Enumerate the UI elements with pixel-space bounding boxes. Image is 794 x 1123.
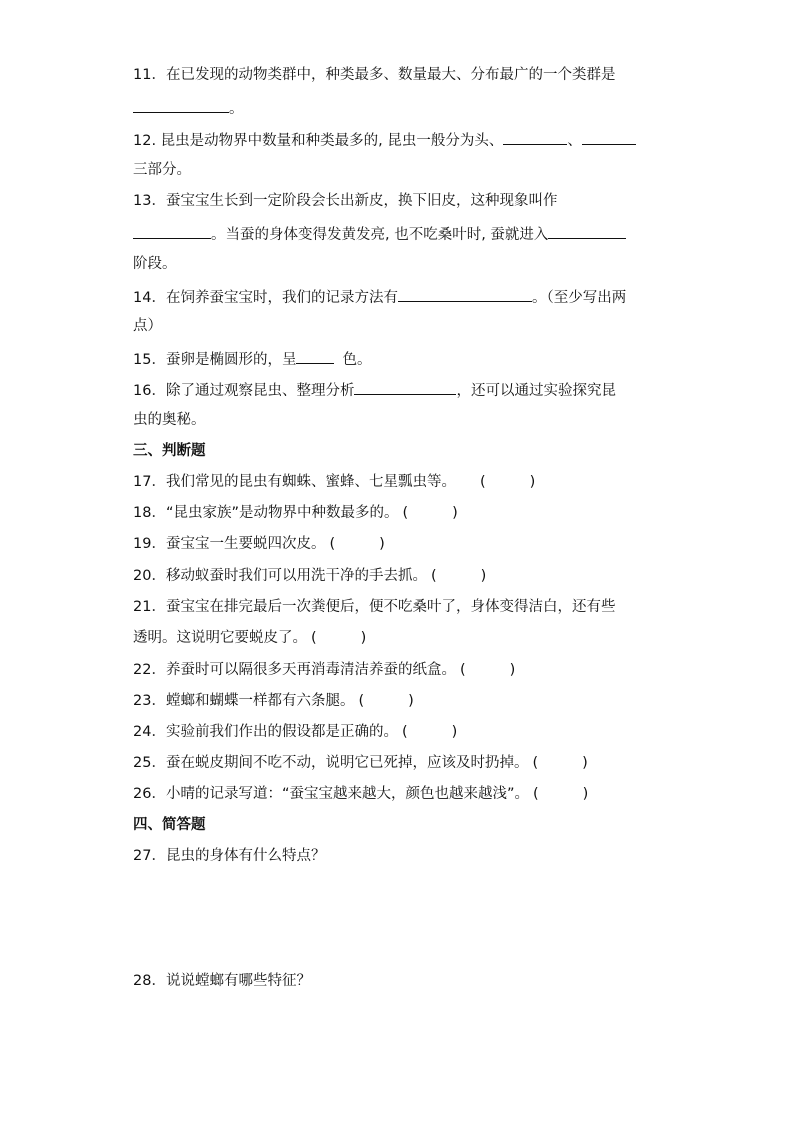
answer-paren-open[interactable]: ( [358,693,365,709]
question-16-text-b: ，还可以通过实验探究昆 [456,383,616,399]
answer-paren-open[interactable]: ( [532,755,539,771]
section-4-title: 四、简答题 [133,817,206,833]
judge-24-text: 24．实验前我们作出的假设都是正确的。 [133,724,398,740]
answer-blank[interactable] [354,379,456,395]
question-13-end [133,254,177,274]
judge-17 [133,472,535,492]
answer-paren-close[interactable]: ) [480,568,487,584]
question-15-end: 色。 [342,352,372,368]
question-13-text: 13．蚕宝宝生长到一定阶段会长出新皮，换下旧皮，这种现象叫作 [133,193,558,209]
judge-21 [133,597,615,617]
question-14-text-c: 点） [133,318,162,334]
question-16-end [133,410,206,430]
question-16-text: 16．除了通过观察昆虫、整理分析 [133,383,355,399]
answer-blank[interactable] [582,129,636,145]
question-12-separator: 、 [567,133,582,149]
judge-24 [133,722,457,742]
question-14-end [133,316,162,336]
judge-22-text: 22．养蚕时可以隔很多天再消毒清洁养蚕的纸盒。 [133,662,456,678]
short-answer-28-text: 28．说说螳螂有哪些特征？ [133,973,311,989]
question-16-text-c: 虫的奥秘。 [133,412,206,428]
judge-20 [133,566,486,586]
question-11-answer-line [133,97,244,119]
question-12 [133,129,636,151]
answer-paren-open[interactable]: ( [532,786,539,802]
answer-paren-open[interactable]: ( [402,505,409,521]
short-answer-28 [133,971,311,991]
section-3-title: 三、判断题 [133,443,206,459]
judge-26-text: 26．小晴的记录写道：“蚕宝宝越来越大，颜色也越来越浅”。 [133,786,529,802]
answer-paren-close[interactable]: ) [582,786,589,802]
answer-paren-close[interactable]: ) [379,536,385,552]
answer-blank[interactable] [133,223,211,239]
short-answer-27-text: 27．昆虫的身体有什么特点？ [133,848,326,864]
answer-paren-close[interactable]: ) [509,662,516,678]
question-12-cont [133,160,191,180]
question-16 [133,379,616,401]
answer-paren-close[interactable]: ) [451,724,458,740]
answer-blank[interactable] [296,348,334,364]
question-14 [133,286,626,308]
judge-19-text: 19．蚕宝宝一生要蜕四次皮。 [133,536,326,552]
answer-blank[interactable] [398,286,532,302]
answer-paren-open[interactable]: ( [311,630,317,646]
short-answer-27 [133,846,325,866]
question-13-text-b: 。当蚕的身体变得发黄发亮, 也不吃桑叶时, 蚕就进入 [211,227,549,243]
question-15-text: 15．蚕卵是椭圆形的，呈 [133,352,297,368]
judge-19 [133,534,385,554]
answer-paren-open[interactable]: ( [459,662,466,678]
answer-paren-open[interactable]: ( [430,568,437,584]
judge-26 [133,784,588,804]
answer-paren-close[interactable]: ) [582,755,588,771]
judge-23-text: 23．螳螂和蝴蝶一样都有六条腿。 [133,693,355,709]
question-13 [133,191,557,211]
judge-21-text-b: 透明。这说明它要蜕皮了。 [133,630,307,646]
answer-blank[interactable] [133,97,229,113]
answer-paren-open[interactable]: ( [479,474,486,490]
judge-18 [133,503,458,523]
answer-blank[interactable] [503,129,567,145]
answer-paren-open[interactable]: ( [401,724,408,740]
judge-22 [133,660,515,680]
answer-paren-close[interactable]: ) [452,505,458,521]
question-14-text: 14．在饲养蚕宝宝时，我们的记录方法有 [133,290,398,306]
judge-20-text: 20．移动蚁蚕时我们可以用洗干净的手去抓。 [133,568,427,584]
question-11-text: 11．在已发现的动物类群中，种类最多、数量最大、分布最广的一个类群是 [133,67,616,83]
question-15 [133,348,371,370]
question-14-text-b: 。（至少写出两 [531,290,627,306]
answer-blank[interactable] [548,223,626,239]
question-13-cont [133,223,626,245]
question-11-end: 。 [229,101,244,117]
judge-17-text: 17．我们常见的昆虫有蜘蛛、蜜蜂、七星瓢虫等。 [133,474,456,490]
judge-25 [133,753,588,773]
answer-paren-close[interactable]: ) [360,630,367,646]
answer-paren-close[interactable]: ) [408,693,414,709]
judge-25-text: 25．蚕在蜕皮期间不吃不动，说明它已死掉，应该及时扔掉。 [133,755,529,771]
question-12-end: 三部分。 [133,162,191,178]
question-12-text: 12. 昆虫是动物界中数量和种类最多的, 昆虫一般分为头、 [133,133,504,149]
question-11 [133,65,615,85]
judge-21-text: 21．蚕宝宝在排完最后一次粪便后，便不吃桑叶了，身体变得洁白，还有些 [133,599,616,615]
answer-paren-close[interactable]: ) [529,474,536,490]
answer-paren-open[interactable]: ( [329,536,336,552]
judge-21-cont [133,628,366,648]
judge-18-text: 18．“昆虫家族”是动物界中种数最多的。 [133,505,399,521]
judge-23 [133,691,414,711]
question-13-text-c: 阶段。 [133,256,177,272]
